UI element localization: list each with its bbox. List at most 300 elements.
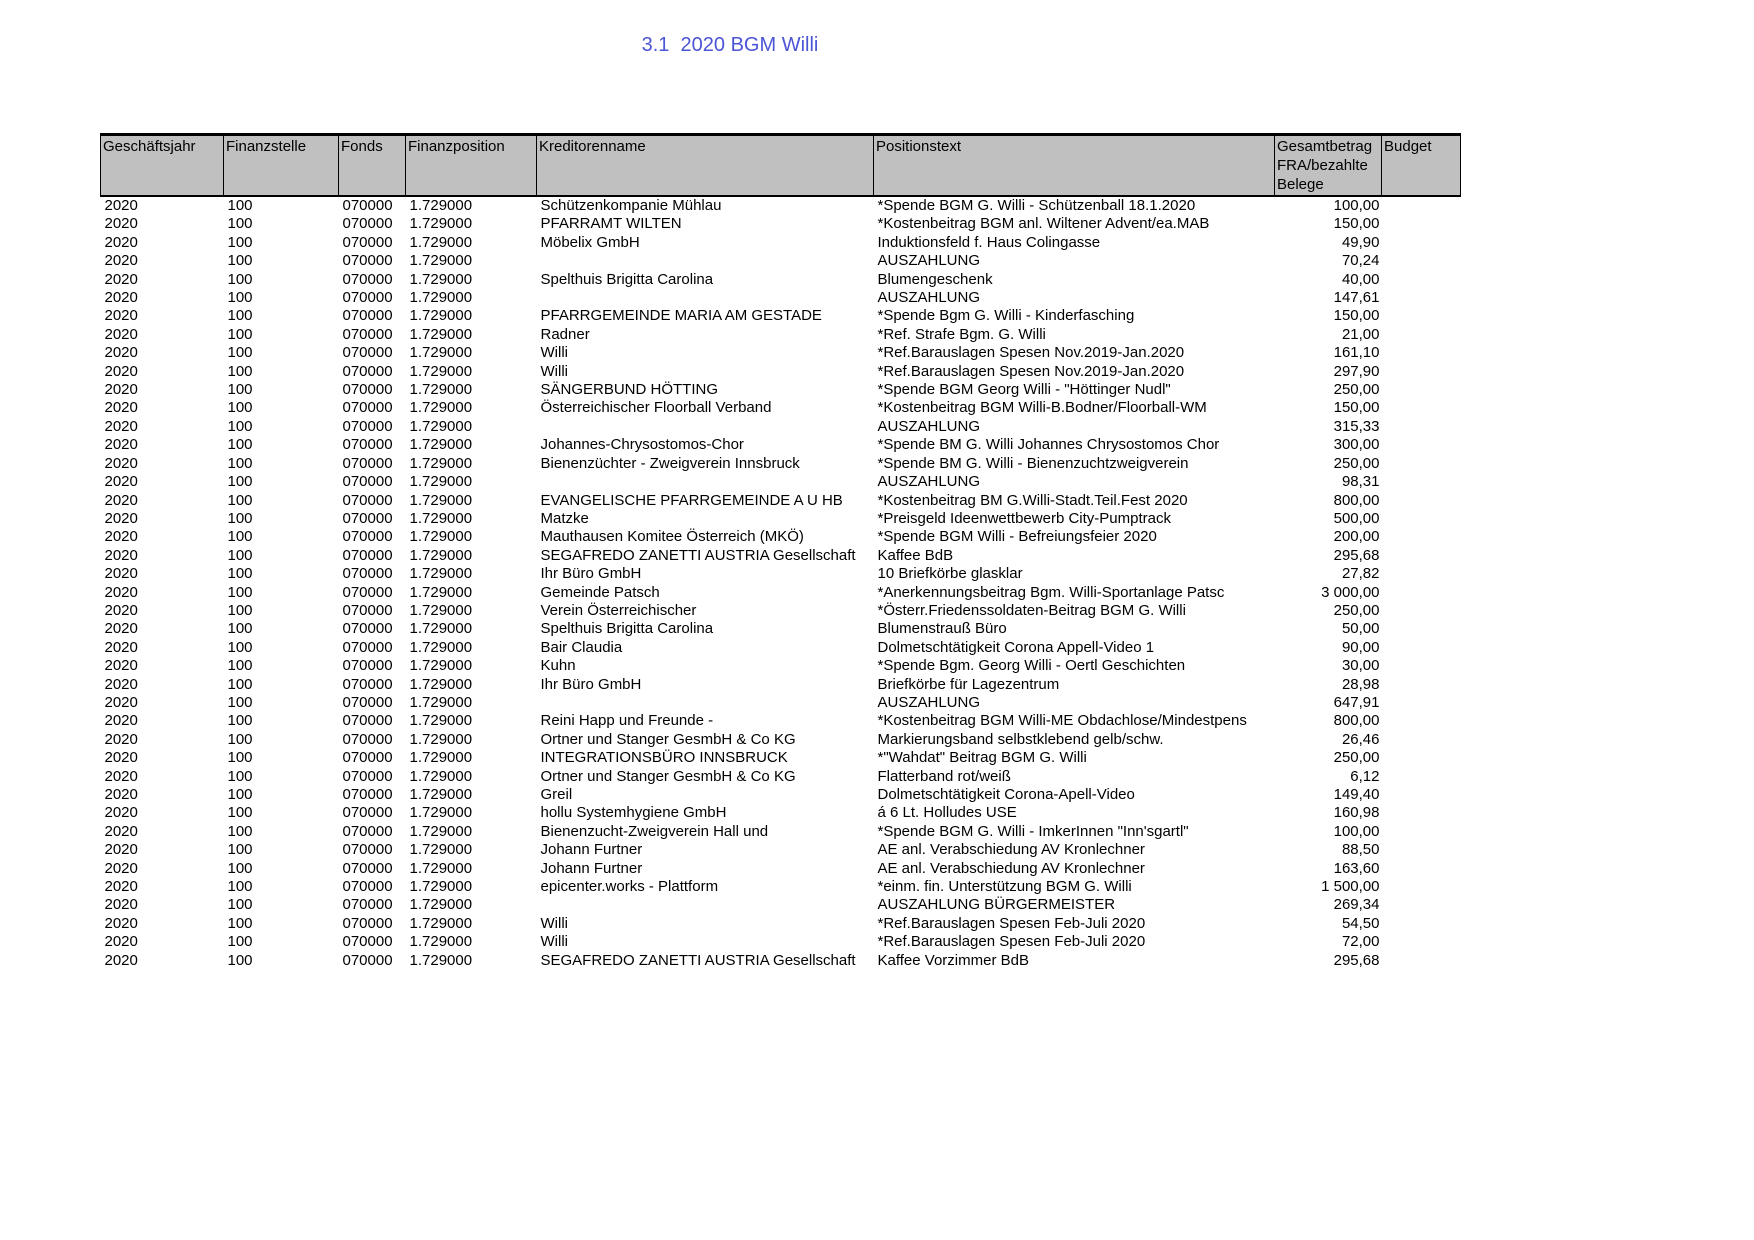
cell-budget xyxy=(1382,510,1461,528)
cell-kreditorenname: Willi xyxy=(540,362,568,380)
cell-budget xyxy=(1382,620,1461,638)
cell-gesamtbetrag: 88,50 xyxy=(1341,841,1380,859)
table-row xyxy=(101,620,1461,638)
cell-geschaeftsjahr: 2020 xyxy=(104,822,138,840)
cell-gesamtbetrag: 250,00 xyxy=(1333,454,1380,472)
cell-positionstext: *Ref.Barauslagen Spesen Nov.2019-Jan.2020 xyxy=(877,344,1185,362)
cell-geschaeftsjahr: 2020 xyxy=(104,841,138,859)
cell-finanzposition: 1.729000 xyxy=(409,362,473,380)
table-row xyxy=(101,639,1461,657)
cell-positionstext: Blumenstrauß Büro xyxy=(877,620,1007,638)
cell-finanzstelle: 100 xyxy=(227,804,253,822)
table-row xyxy=(101,786,1461,804)
cell-kreditorenname: Verein Österreichischer xyxy=(540,601,697,619)
cell-budget xyxy=(1382,676,1461,694)
table-row xyxy=(101,731,1461,749)
cell-finanzposition: 1.729000 xyxy=(409,749,473,767)
cell-kreditorenname: PFARRAMT WILTEN xyxy=(540,215,682,233)
cell-positionstext: *Kostenbeitrag BGM Willi-B.Bodner/Floorball-WM xyxy=(877,399,1207,417)
cell-budget xyxy=(1382,289,1461,307)
cell-fonds: 070000 xyxy=(342,859,393,877)
cell-finanzposition: 1.729000 xyxy=(409,730,473,748)
cell-budget xyxy=(1382,712,1461,730)
cell-geschaeftsjahr: 2020 xyxy=(104,638,138,656)
cell-gesamtbetrag: 149,40 xyxy=(1333,786,1380,803)
cell-kreditorenname: Willi xyxy=(540,933,568,951)
table-row xyxy=(101,436,1461,454)
cell-finanzstelle: 100 xyxy=(227,289,253,307)
cell-finanzstelle: 100 xyxy=(227,528,253,546)
cell-finanzstelle: 100 xyxy=(227,491,253,509)
cell-geschaeftsjahr: 2020 xyxy=(104,270,138,288)
cell-finanzstelle: 100 xyxy=(227,454,253,472)
cell-budget xyxy=(1382,565,1461,583)
cell-kreditorenname: hollu Systemhygiene GmbH xyxy=(540,804,727,822)
cell-kreditorenname xyxy=(537,252,874,270)
cell-gesamtbetrag: 27,82 xyxy=(1341,565,1380,583)
cell-budget xyxy=(1382,381,1461,399)
cell-finanzstelle: 100 xyxy=(227,344,253,362)
table-row xyxy=(101,933,1461,951)
cell-finanzstelle: 100 xyxy=(227,381,253,399)
table-row xyxy=(101,823,1461,841)
cell-gesamtbetrag: 150,00 xyxy=(1333,307,1380,325)
cell-finanzstelle: 100 xyxy=(227,307,253,325)
cell-finanzstelle: 100 xyxy=(227,712,253,730)
table-row xyxy=(101,712,1461,730)
cell-fonds: 070000 xyxy=(342,620,393,638)
cell-fonds: 070000 xyxy=(342,638,393,656)
cell-finanzposition: 1.729000 xyxy=(409,951,473,969)
cell-positionstext: *Anerkennungsbeitrag Bgm. Willi-Sportanlage Patsc xyxy=(877,583,1225,601)
cell-finanzposition: 1.729000 xyxy=(409,436,473,454)
cell-fonds: 070000 xyxy=(342,878,393,896)
ledger-table xyxy=(100,133,1461,970)
cell-fonds: 070000 xyxy=(342,546,393,564)
cell-kreditorenname xyxy=(537,694,874,712)
cell-kreditorenname: PFARRGEMEINDE MARIA AM GESTADE xyxy=(540,307,822,325)
cell-geschaeftsjahr: 2020 xyxy=(104,767,138,785)
cell-positionstext: AUSZAHLUNG xyxy=(877,252,981,270)
table-row xyxy=(101,602,1461,620)
cell-geschaeftsjahr: 2020 xyxy=(104,859,138,877)
cell-finanzposition: 1.729000 xyxy=(409,491,473,509)
cell-kreditorenname: SEGAFREDO ZANETTI AUSTRIA Gesellschaft xyxy=(540,546,856,564)
cell-finanzstelle: 100 xyxy=(227,878,253,896)
cell-finanzposition: 1.729000 xyxy=(409,601,473,619)
cell-positionstext: AUSZAHLUNG xyxy=(877,473,981,491)
cell-fonds: 070000 xyxy=(342,270,393,288)
table-row xyxy=(101,252,1461,270)
cell-positionstext: AE anl. Verabschiedung AV Kronlechner xyxy=(877,841,1145,859)
cell-finanzposition: 1.729000 xyxy=(409,307,473,325)
cell-finanzposition: 1.729000 xyxy=(409,289,473,307)
cell-kreditorenname: Österreichischer Floorball Verband xyxy=(540,399,772,417)
cell-geschaeftsjahr: 2020 xyxy=(104,399,138,417)
cell-fonds: 070000 xyxy=(342,749,393,767)
cell-budget xyxy=(1382,436,1461,454)
cell-budget xyxy=(1382,196,1461,215)
cell-positionstext: á 6 Lt. Holludes USE xyxy=(877,804,1017,822)
cell-finanzstelle: 100 xyxy=(227,896,253,914)
cell-finanzstelle: 100 xyxy=(227,565,253,583)
table-row xyxy=(101,196,1461,215)
cell-kreditorenname: Greil xyxy=(540,786,573,803)
table-row xyxy=(101,804,1461,822)
cell-kreditorenname: Matzke xyxy=(540,509,589,527)
cell-positionstext: *Ref. Strafe Bgm. G. Willi xyxy=(877,325,1046,343)
cell-finanzstelle: 100 xyxy=(227,951,253,969)
cell-fonds: 070000 xyxy=(342,509,393,527)
cell-geschaeftsjahr: 2020 xyxy=(104,417,138,435)
cell-finanzposition: 1.729000 xyxy=(409,565,473,583)
cell-gesamtbetrag: 315,33 xyxy=(1333,417,1380,435)
cell-kreditorenname: SÄNGERBUND HÖTTING xyxy=(540,381,719,399)
cell-gesamtbetrag: 295,68 xyxy=(1333,546,1380,564)
cell-geschaeftsjahr: 2020 xyxy=(104,491,138,509)
cell-budget xyxy=(1382,731,1461,749)
cell-fonds: 070000 xyxy=(342,528,393,546)
cell-gesamtbetrag: 28,98 xyxy=(1341,675,1380,693)
cell-finanzstelle: 100 xyxy=(227,638,253,656)
cell-kreditorenname: epicenter.works - Plattform xyxy=(540,878,719,896)
cell-geschaeftsjahr: 2020 xyxy=(104,693,138,711)
cell-gesamtbetrag: 161,10 xyxy=(1333,344,1380,362)
column-header-positionstext: Positionstext xyxy=(874,135,1275,197)
cell-positionstext: *Ref.Barauslagen Spesen Nov.2019-Jan.2020 xyxy=(877,362,1185,380)
table-row xyxy=(101,381,1461,399)
table-row xyxy=(101,657,1461,675)
cell-budget xyxy=(1382,933,1461,951)
table-row xyxy=(101,768,1461,786)
cell-positionstext: Flatterband rot/weiß xyxy=(877,767,1011,785)
cell-positionstext: *Ref.Barauslagen Spesen Feb-Juli 2020 xyxy=(877,933,1146,951)
cell-positionstext: Kaffee Vorzimmer BdB xyxy=(877,951,1029,969)
cell-positionstext: *Spende Bgm G. Willi - Kinderfasching xyxy=(877,307,1135,325)
cell-budget xyxy=(1382,363,1461,381)
cell-kreditorenname: Willi xyxy=(540,344,568,362)
cell-finanzstelle: 100 xyxy=(227,252,253,270)
cell-budget xyxy=(1382,271,1461,289)
cell-fonds: 070000 xyxy=(342,565,393,583)
cell-kreditorenname: Bienenzucht-Zweigverein Hall und xyxy=(540,822,769,840)
cell-finanzstelle: 100 xyxy=(227,620,253,638)
cell-finanzposition: 1.729000 xyxy=(409,786,473,803)
cell-positionstext: AE anl. Verabschiedung AV Kronlechner xyxy=(877,859,1145,877)
cell-kreditorenname: Spelthuis Brigitta Carolina xyxy=(540,270,714,288)
cell-geschaeftsjahr: 2020 xyxy=(104,933,138,951)
cell-finanzposition: 1.729000 xyxy=(409,657,473,675)
cell-gesamtbetrag: 647,91 xyxy=(1333,693,1380,711)
cell-finanzposition: 1.729000 xyxy=(409,454,473,472)
cell-finanzposition: 1.729000 xyxy=(409,675,473,693)
cell-budget xyxy=(1382,473,1461,491)
cell-kreditorenname: Radner xyxy=(540,325,590,343)
cell-geschaeftsjahr: 2020 xyxy=(104,657,138,675)
cell-fonds: 070000 xyxy=(342,215,393,233)
cell-positionstext: *Österr.Friedenssoldaten-Beitrag BGM G. Willi xyxy=(877,601,1186,619)
cell-kreditorenname: Johann Furtner xyxy=(540,841,643,859)
cell-finanzstelle: 100 xyxy=(227,749,253,767)
cell-budget xyxy=(1382,694,1461,712)
table-row xyxy=(101,547,1461,565)
column-header-gesamtbetrag: Gesamtbetrag FRA/bezahlte Belege xyxy=(1275,135,1382,197)
cell-finanzstelle: 100 xyxy=(227,436,253,454)
cell-geschaeftsjahr: 2020 xyxy=(104,620,138,638)
cell-gesamtbetrag: 269,34 xyxy=(1333,896,1380,914)
cell-kreditorenname: Bienenzüchter - Zweigverein Innsbruck xyxy=(540,454,800,472)
cell-gesamtbetrag: 90,00 xyxy=(1341,638,1380,656)
cell-finanzstelle: 100 xyxy=(227,270,253,288)
cell-kreditorenname: SEGAFREDO ZANETTI AUSTRIA Gesellschaft xyxy=(540,951,856,969)
cell-finanzstelle: 100 xyxy=(227,822,253,840)
table-row xyxy=(101,455,1461,473)
cell-positionstext: Markierungsband selbstklebend gelb/schw. xyxy=(877,730,1164,748)
cell-finanzposition: 1.729000 xyxy=(409,399,473,417)
cell-finanzposition: 1.729000 xyxy=(409,638,473,656)
cell-kreditorenname: EVANGELISCHE PFARRGEMEINDE A U HB xyxy=(540,491,843,509)
cell-budget xyxy=(1382,768,1461,786)
cell-geschaeftsjahr: 2020 xyxy=(104,896,138,914)
table-row xyxy=(101,860,1461,878)
cell-fonds: 070000 xyxy=(342,233,393,251)
table-row xyxy=(101,492,1461,510)
cell-geschaeftsjahr: 2020 xyxy=(104,730,138,748)
cell-positionstext: *Spende BGM Willi - Befreiungsfeier 2020 xyxy=(877,528,1157,546)
cell-gesamtbetrag: 50,00 xyxy=(1341,620,1380,638)
table-row xyxy=(101,878,1461,896)
cell-positionstext: *Spende BGM G. Willi - Schützenball 18.1.2020 xyxy=(877,197,1196,214)
cell-geschaeftsjahr: 2020 xyxy=(104,252,138,270)
cell-geschaeftsjahr: 2020 xyxy=(104,565,138,583)
cell-gesamtbetrag: 1 500,00 xyxy=(1321,878,1380,896)
cell-finanzposition: 1.729000 xyxy=(409,804,473,822)
cell-budget xyxy=(1382,307,1461,325)
cell-kreditorenname: Ihr Büro GmbH xyxy=(540,565,642,583)
cell-fonds: 070000 xyxy=(342,399,393,417)
cell-budget xyxy=(1382,952,1461,970)
cell-kreditorenname xyxy=(537,896,874,914)
table-row xyxy=(101,234,1461,252)
cell-positionstext: *"Wahdat" Beitrag BGM G. Willi xyxy=(877,749,1087,767)
cell-geschaeftsjahr: 2020 xyxy=(104,436,138,454)
cell-budget xyxy=(1382,252,1461,270)
cell-budget xyxy=(1382,878,1461,896)
cell-fonds: 070000 xyxy=(342,896,393,914)
table-row xyxy=(101,344,1461,362)
cell-fonds: 070000 xyxy=(342,417,393,435)
cell-fonds: 070000 xyxy=(342,289,393,307)
table-row xyxy=(101,473,1461,491)
table-row xyxy=(101,676,1461,694)
cell-positionstext: *einm. fin. Unterstützung BGM G. Willi xyxy=(877,878,1132,896)
cell-kreditorenname: Johann Furtner xyxy=(540,859,643,877)
cell-geschaeftsjahr: 2020 xyxy=(104,233,138,251)
cell-gesamtbetrag: 500,00 xyxy=(1333,509,1380,527)
cell-positionstext: *Spende BM G. Willi Johannes Chrysostomos Chor xyxy=(877,436,1220,454)
cell-geschaeftsjahr: 2020 xyxy=(104,804,138,822)
cell-finanzstelle: 100 xyxy=(227,362,253,380)
cell-finanzposition: 1.729000 xyxy=(409,620,473,638)
table-row xyxy=(101,326,1461,344)
cell-finanzstelle: 100 xyxy=(227,914,253,932)
cell-gesamtbetrag: 250,00 xyxy=(1333,749,1380,767)
cell-gesamtbetrag: 250,00 xyxy=(1333,601,1380,619)
cell-fonds: 070000 xyxy=(342,307,393,325)
cell-fonds: 070000 xyxy=(342,914,393,932)
table-row xyxy=(101,307,1461,325)
cell-fonds: 070000 xyxy=(342,951,393,969)
cell-gesamtbetrag: 163,60 xyxy=(1333,859,1380,877)
cell-geschaeftsjahr: 2020 xyxy=(104,675,138,693)
cell-finanzstelle: 100 xyxy=(227,399,253,417)
cell-finanzposition: 1.729000 xyxy=(409,896,473,914)
cell-positionstext: Kaffee BdB xyxy=(877,546,954,564)
cell-budget xyxy=(1382,326,1461,344)
cell-finanzposition: 1.729000 xyxy=(409,767,473,785)
cell-fonds: 070000 xyxy=(342,252,393,270)
cell-positionstext: Blumengeschenk xyxy=(877,270,993,288)
table-row xyxy=(101,749,1461,767)
cell-budget xyxy=(1382,344,1461,362)
cell-budget xyxy=(1382,860,1461,878)
cell-positionstext: AUSZAHLUNG BÜRGERMEISTER xyxy=(877,896,1116,914)
cell-kreditorenname: Willi xyxy=(540,914,568,932)
table-row xyxy=(101,363,1461,381)
cell-positionstext: *Kostenbeitrag BGM Willi-ME Obdachlose/Mindestpens xyxy=(877,712,1247,730)
cell-budget xyxy=(1382,528,1461,546)
cell-finanzstelle: 100 xyxy=(227,546,253,564)
cell-gesamtbetrag: 72,00 xyxy=(1341,933,1380,951)
cell-finanzstelle: 100 xyxy=(227,841,253,859)
cell-gesamtbetrag: 200,00 xyxy=(1333,528,1380,546)
table-row xyxy=(101,565,1461,583)
cell-fonds: 070000 xyxy=(342,786,393,803)
cell-finanzposition: 1.729000 xyxy=(409,473,473,491)
cell-positionstext: *Spende Bgm. Georg Willi - Oertl Geschichten xyxy=(877,657,1186,675)
cell-finanzposition: 1.729000 xyxy=(409,878,473,896)
cell-fonds: 070000 xyxy=(342,767,393,785)
cell-finanzposition: 1.729000 xyxy=(409,252,473,270)
cell-gesamtbetrag: 150,00 xyxy=(1333,399,1380,417)
column-header-fonds: Fonds xyxy=(339,135,406,197)
cell-finanzposition: 1.729000 xyxy=(409,693,473,711)
cell-positionstext: AUSZAHLUNG xyxy=(877,693,981,711)
cell-geschaeftsjahr: 2020 xyxy=(104,381,138,399)
cell-finanzposition: 1.729000 xyxy=(409,417,473,435)
cell-fonds: 070000 xyxy=(342,933,393,951)
cell-finanzstelle: 100 xyxy=(227,509,253,527)
cell-gesamtbetrag: 100,00 xyxy=(1333,197,1380,214)
cell-gesamtbetrag: 297,90 xyxy=(1333,362,1380,380)
column-header-budget: Budget xyxy=(1382,135,1461,197)
cell-fonds: 070000 xyxy=(342,344,393,362)
cell-kreditorenname: Mauthausen Komitee Österreich (MKÖ) xyxy=(540,528,804,546)
cell-positionstext: *Spende BM G. Willi - Bienenzuchtzweigverein xyxy=(877,454,1189,472)
cell-positionstext: AUSZAHLUNG xyxy=(877,417,981,435)
cell-geschaeftsjahr: 2020 xyxy=(104,509,138,527)
cell-fonds: 070000 xyxy=(342,841,393,859)
cell-kreditorenname: INTEGRATIONSBÜRO INNSBRUCK xyxy=(540,749,788,767)
cell-geschaeftsjahr: 2020 xyxy=(104,197,138,214)
column-header-finanzposition: Finanzposition xyxy=(406,135,537,197)
cell-gesamtbetrag: 800,00 xyxy=(1333,491,1380,509)
cell-kreditorenname: Ihr Büro GmbH xyxy=(540,675,642,693)
cell-positionstext: *Spende BGM Georg Willi - "Höttinger Nudl" xyxy=(877,381,1171,399)
cell-finanzstelle: 100 xyxy=(227,325,253,343)
cell-kreditorenname: Ortner und Stanger GesmbH & Co KG xyxy=(540,767,796,785)
cell-kreditorenname: Bair Claudia xyxy=(540,638,623,656)
cell-finanzposition: 1.729000 xyxy=(409,528,473,546)
cell-geschaeftsjahr: 2020 xyxy=(104,601,138,619)
cell-geschaeftsjahr: 2020 xyxy=(104,546,138,564)
cell-budget xyxy=(1382,418,1461,436)
table-row xyxy=(101,289,1461,307)
cell-finanzposition: 1.729000 xyxy=(409,270,473,288)
cell-kreditorenname: Schützenkompanie Mühlau xyxy=(540,197,722,214)
cell-gesamtbetrag: 98,31 xyxy=(1341,473,1380,491)
cell-finanzposition: 1.729000 xyxy=(409,841,473,859)
cell-gesamtbetrag: 21,00 xyxy=(1341,325,1380,343)
cell-fonds: 070000 xyxy=(342,712,393,730)
cell-finanzposition: 1.729000 xyxy=(409,233,473,251)
table-row xyxy=(101,915,1461,933)
cell-gesamtbetrag: 800,00 xyxy=(1333,712,1380,730)
table-header xyxy=(101,135,1461,197)
cell-gesamtbetrag: 40,00 xyxy=(1341,270,1380,288)
cell-kreditorenname: Reini Happ und Freunde - xyxy=(540,712,714,730)
cell-positionstext: *Kostenbeitrag BGM anl. Wiltener Advent/ea.MAB xyxy=(877,215,1210,233)
cell-kreditorenname: Möbelix GmbH xyxy=(540,233,640,251)
cell-geschaeftsjahr: 2020 xyxy=(104,749,138,767)
table-row xyxy=(101,528,1461,546)
cell-budget xyxy=(1382,602,1461,620)
cell-budget xyxy=(1382,234,1461,252)
cell-fonds: 070000 xyxy=(342,473,393,491)
cell-budget xyxy=(1382,547,1461,565)
table-row xyxy=(101,418,1461,436)
cell-geschaeftsjahr: 2020 xyxy=(104,473,138,491)
cell-budget xyxy=(1382,786,1461,804)
cell-fonds: 070000 xyxy=(342,804,393,822)
cell-finanzstelle: 100 xyxy=(227,933,253,951)
cell-budget xyxy=(1382,915,1461,933)
cell-gesamtbetrag: 26,46 xyxy=(1341,730,1380,748)
cell-finanzstelle: 100 xyxy=(227,657,253,675)
cell-finanzstelle: 100 xyxy=(227,473,253,491)
cell-finanzstelle: 100 xyxy=(227,767,253,785)
cell-kreditorenname: Johannes-Chrysostomos-Chor xyxy=(540,436,744,454)
cell-finanzstelle: 100 xyxy=(227,601,253,619)
cell-fonds: 070000 xyxy=(342,381,393,399)
table-row xyxy=(101,584,1461,602)
cell-geschaeftsjahr: 2020 xyxy=(104,289,138,307)
cell-gesamtbetrag: 54,50 xyxy=(1341,914,1380,932)
cell-geschaeftsjahr: 2020 xyxy=(104,215,138,233)
cell-geschaeftsjahr: 2020 xyxy=(104,454,138,472)
cell-geschaeftsjahr: 2020 xyxy=(104,583,138,601)
cell-geschaeftsjahr: 2020 xyxy=(104,307,138,325)
cell-budget xyxy=(1382,896,1461,914)
cell-gesamtbetrag: 250,00 xyxy=(1333,381,1380,399)
cell-geschaeftsjahr: 2020 xyxy=(104,878,138,896)
table-row xyxy=(101,215,1461,233)
cell-finanzstelle: 100 xyxy=(227,693,253,711)
cell-positionstext: *Kostenbeitrag BM G.Willi-Stadt.Teil.Fest 2020 xyxy=(877,491,1188,509)
cell-fonds: 070000 xyxy=(342,454,393,472)
page-title: 3.1 2020 BGM Willi xyxy=(641,34,819,56)
cell-gesamtbetrag: 100,00 xyxy=(1333,822,1380,840)
